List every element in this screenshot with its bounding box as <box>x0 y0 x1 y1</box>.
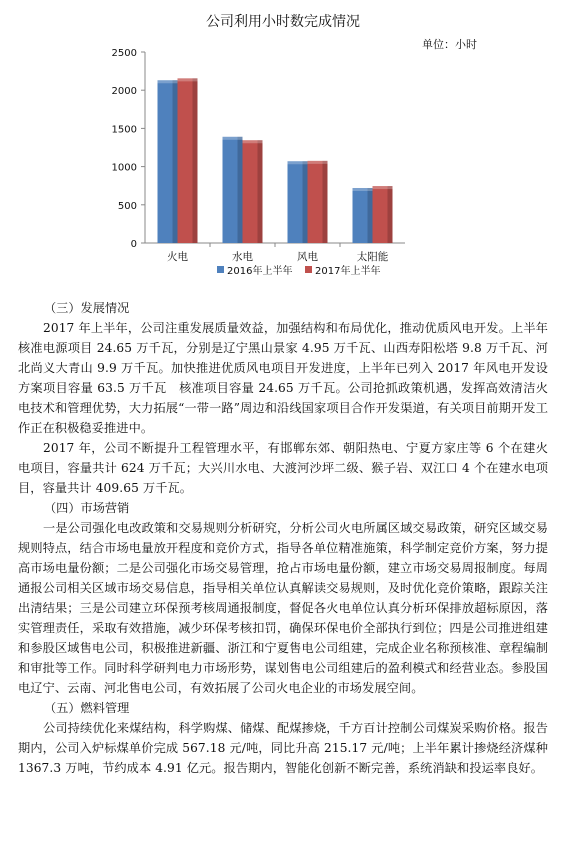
unit-label: 单位：小时 <box>422 38 477 51</box>
y-tick-label: 2500 <box>111 48 137 59</box>
x-tick-label: 水电 <box>232 251 253 263</box>
bar-shade <box>238 137 243 243</box>
section4-paragraph-1: 一是公司强化电改政策和交易规则分析研究，分析公司火电所属区域交易政策，研究区域交易规则特点，结合市场电量放开程度和竞价方式，指导各单位精准施策，科学制定竞价方案，努力提高市场电量份额；二是公司强化市场交易管理，抢占市场电量份额，建立市场交易周报制度。每周通报公司相关区域市场交易信息，指导相关单位认真解读交易规则，及时优化竞价策略，跟踪关注出清结果；三是公司建立环保预考核周通报制度，督促各火电单位认真分析环保排放超标原因，落实管理责任，采取有效措施，减少环保考核扣罚，确保环保电价全部执行到位；四是公司推进组建和参股区域售电公司，积极推进新疆、浙江和宁夏售电公司组建，完成企业名称预核准、章程编制和审批等工作。同时科学研判电力市场形势，谋划售电公司组建后的盈利模式和经营业态。参股国电辽宁、云南、河北售电公司，有效拓展了公司火电企业的市场发展空间。 <box>18 521 548 695</box>
bar-shade <box>193 78 198 243</box>
bar-0-3 <box>353 188 373 243</box>
bar-top <box>243 140 263 143</box>
chart-legend <box>217 264 380 277</box>
y-tick-label: 1500 <box>111 124 137 136</box>
chart-title: 公司利用小时数完成情况 <box>206 14 360 30</box>
chart-bars <box>158 78 393 243</box>
bar-top <box>308 161 328 164</box>
bar-top <box>353 188 373 191</box>
section3-paragraph-1: 2017 年上半年，公司注重发展质量效益，加强结构和布局优化，推动优质风电开发。上半年核准电源项目 24.65 万千瓦，分别是辽宁黑山景家 4.95 万千瓦、山西寿阳松塔 9.8 万千瓦、河北尚义大青山 9.9 万千瓦。加快推进优质风电项目开发进度，上半年已列入 2017 年风电开发设方案项目容量 63.5 万千瓦 核准项目容量 24.65 万千瓦。公司抢抓政策机遇，发挥高效清洁火电技术和管理优势，大力拓展“一带一路”周边和沿线国家项目合作开发渠道，有关项目前期开发工作正在积极稳妥推进中。 <box>18 321 548 435</box>
bar-0-2 <box>288 161 308 243</box>
y-tick-label: 2000 <box>111 86 137 98</box>
section5-heading: （五）燃料管理 <box>44 701 130 715</box>
y-tick-label: 1000 <box>111 162 137 174</box>
bar-1-1 <box>243 140 263 243</box>
bar-top <box>223 137 243 140</box>
bar-0-1 <box>223 137 243 243</box>
x-tick-label: 火电 <box>167 251 188 263</box>
document-body <box>18 298 548 778</box>
bar-0-0 <box>158 80 178 243</box>
legend-swatch <box>217 266 224 273</box>
bar-shade <box>323 161 328 243</box>
bar-1-0 <box>178 78 198 243</box>
legend-label: 2016年上半年 <box>227 266 293 277</box>
bar-chart <box>0 0 565 295</box>
bar-shade <box>303 161 308 243</box>
bar-1-2 <box>308 161 328 243</box>
bar-shade <box>368 188 373 243</box>
bar-shade <box>388 186 393 243</box>
legend-label: 2017年上半年 <box>315 266 381 277</box>
section3-heading: （三）发展情况 <box>44 301 130 315</box>
y-tick-label: 500 <box>117 200 137 212</box>
bar-shade <box>258 140 263 243</box>
section4-heading: （四）市场营销 <box>44 501 130 515</box>
bar-1-3 <box>373 186 393 243</box>
bar-top <box>178 78 198 81</box>
x-axis-labels <box>167 250 388 263</box>
bar-top <box>158 80 178 83</box>
bar-shade <box>173 80 178 243</box>
x-tick-label: 太阳能 <box>356 251 389 263</box>
bar-top <box>373 186 393 189</box>
bar-top <box>288 161 308 164</box>
legend-swatch <box>305 266 312 273</box>
y-tick-label: 0 <box>130 239 137 250</box>
x-tick-label: 风电 <box>297 251 318 263</box>
section5-paragraph-1: 公司持续优化来煤结构，科学购煤、储煤、配煤掺烧，千方百计控制公司煤炭采购价格。报告期内，公司入炉标煤单价完成 567.18 元/吨，同比升高 215.17 元/吨；上半年累计掺烧经济煤种 1367.3 万吨，节约成本 4.91 亿元。报告期内，智能化创新不断完善，系统消缺和投运率良好。 <box>18 721 548 775</box>
section3-paragraph-2: 2017 年，公司不断提升工程管理水平，有邯郸东郊、朝阳热电、宁夏方家庄等 6 个在建火电项目，容量共计 624 万千瓦；大兴川水电、大渡河沙坪二级、猴子岩、双江口 4 个在建水电项目，容量共计 409.65 万千瓦。 <box>18 441 548 495</box>
